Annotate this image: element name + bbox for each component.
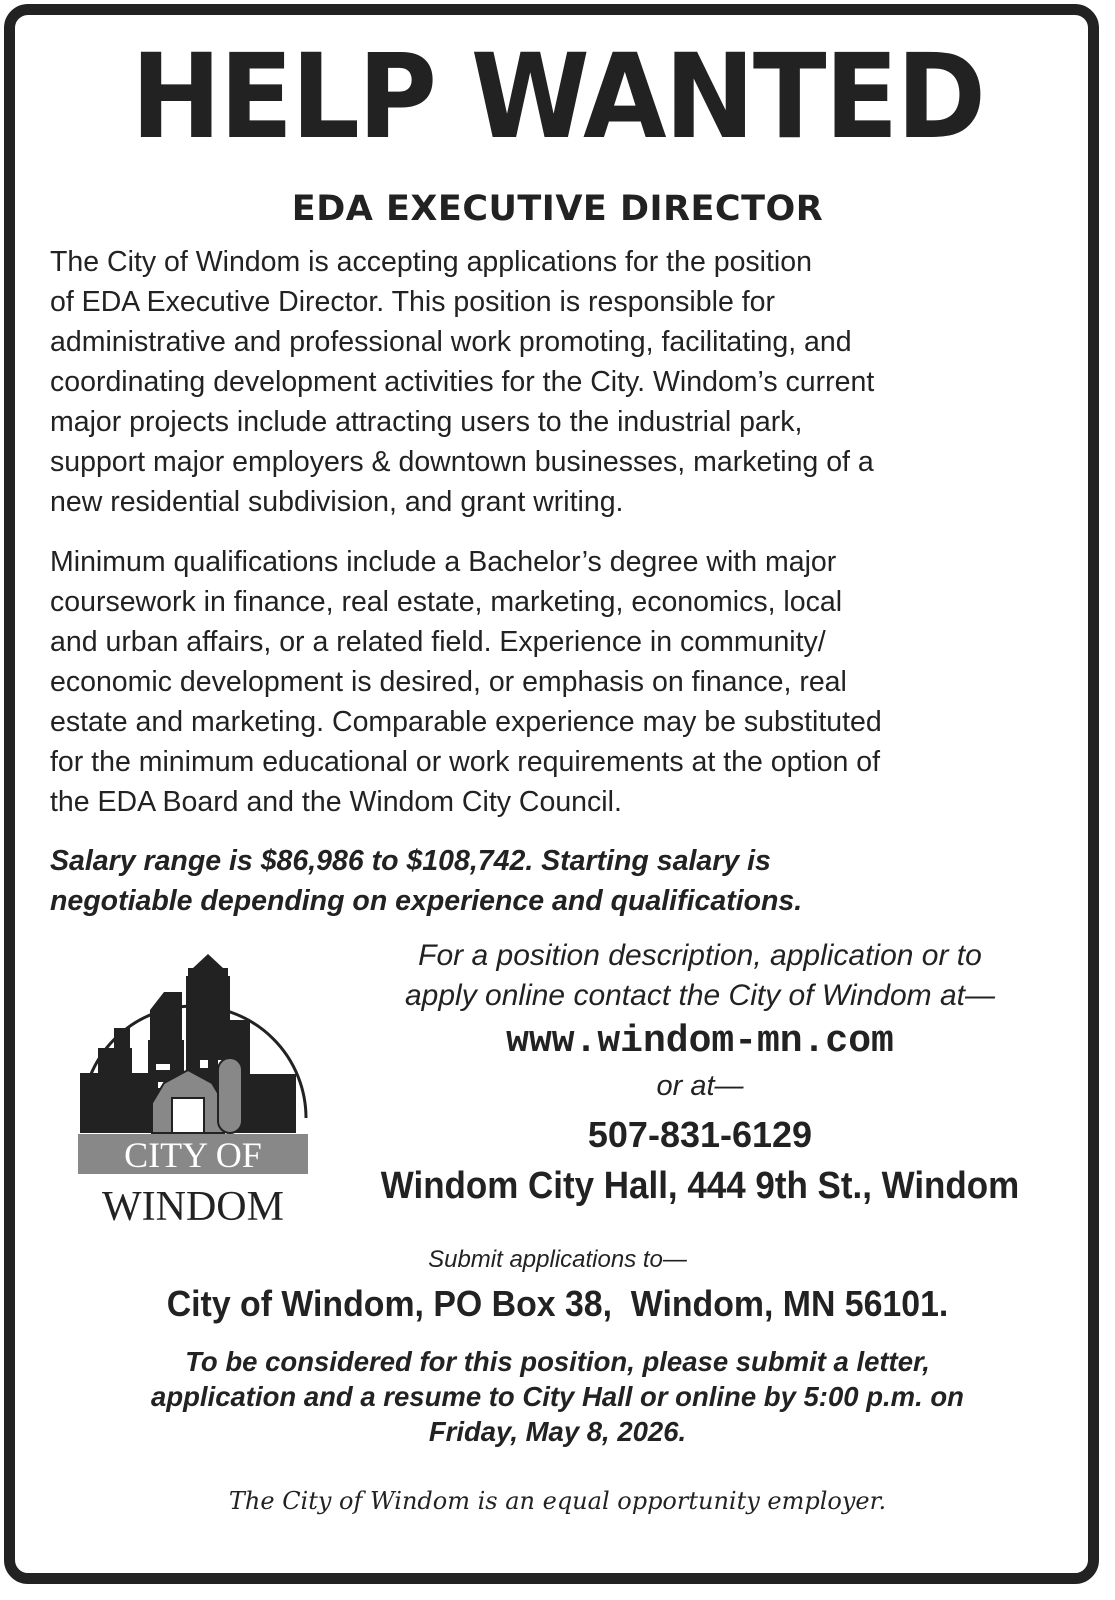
text-line: estate and marketing. Comparable experience may be substituted [50, 706, 882, 738]
website-link[interactable]: www.windom-mn.com [506, 1020, 894, 1063]
text-line: Friday, May 8, 2026. [428, 1416, 687, 1447]
text-line: coursework in finance, real estate, marketing, economics, local [50, 586, 843, 618]
city-hall-address: Windom City Hall, 444 9th St., Windom [380, 1165, 1020, 1207]
headline: HELP WANTED [130, 30, 985, 166]
text-line: and urban affairs, or a related field. Experience in community/ [50, 626, 826, 658]
logo-text-city-of: CITY OF [124, 1135, 262, 1175]
barn-door [172, 1098, 204, 1133]
text-line: Minimum qualifications include a Bachelor’s degree with major [50, 546, 837, 578]
text-line: apply online contact the City of Windom at— [404, 979, 996, 1012]
logo-text-windom: WINDOM [102, 1184, 284, 1230]
text-line: new residential subdivision, and grant writing. [50, 486, 624, 518]
qualifications-paragraph [50, 542, 1060, 822]
deadline-notice [0, 1344, 1115, 1449]
position-title: EDA EXECUTIVE DIRECTOR [291, 189, 824, 229]
text-line: coordinating development activities for the City. Windom’s current [50, 366, 875, 398]
text-line: For a position description, application or to [418, 939, 982, 972]
mailing-address: City of Windom, PO Box 38, Windom, MN 56101. [166, 1283, 949, 1324]
text-line: negotiable depending on experience and qualifications. [50, 885, 803, 917]
city-of-windom-logo [68, 948, 318, 1238]
or-at-text: or at— [656, 1070, 744, 1102]
contact-intro [330, 936, 1070, 1016]
text-line: administrative and professional work promoting, facilitating, and [50, 326, 852, 358]
submit-label: Submit applications to— [428, 1246, 687, 1273]
text-line: support major employers & downtown businesses, marketing of a [50, 446, 874, 478]
text-line: for the minimum educational or work requirements at the option of [50, 746, 881, 778]
text-line: of EDA Executive Director. This position is responsible for [50, 286, 775, 318]
text-line: application and a resume to City Hall or online by 5:00 p.m. on [151, 1381, 964, 1412]
salary-paragraph [50, 841, 1060, 921]
silo-icon [218, 1058, 242, 1133]
description-paragraph [50, 242, 1060, 522]
text-line: major projects include attracting users to the industrial park, [50, 406, 803, 438]
text-line: To be considered for this position, please submit a letter, [185, 1346, 930, 1377]
text-line: Salary range is $86,986 to $108,742. Starting salary is [50, 845, 771, 877]
equal-opportunity-statement: The City of Windom is an equal opportunity employer. [228, 1487, 887, 1515]
text-line: the EDA Board and the Windom City Council. [50, 786, 622, 818]
text-line: The City of Windom is accepting applications for the position [50, 246, 812, 278]
text-line: economic development is desired, or emphasis on finance, real [50, 666, 847, 698]
phone-number: 507-831-6129 [587, 1114, 813, 1155]
